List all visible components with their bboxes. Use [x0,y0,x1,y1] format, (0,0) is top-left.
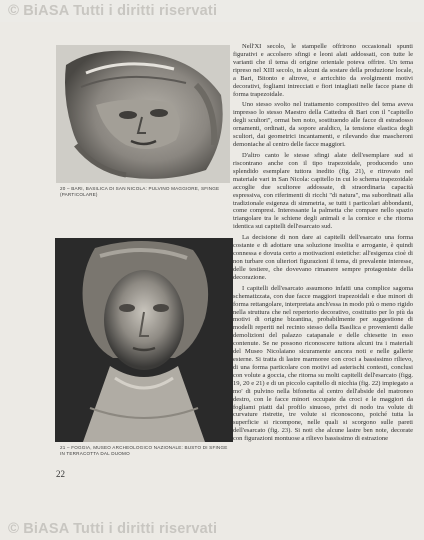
paragraph: La decisione di non dare ai capitelli dell'esarcato una forma costante e di adottare una soluzione insolita e arrogante, è quindi connessa e dovuta certo a motivazioni estetiche: all'esigenza cioè di non turbare con ulteriori figurazioni il tema, di prevalente interesse, delle testiere, che dovevano rimanere sempre protagoniste della decorazione. [233,234,413,281]
watermark-text: BiASA Tutti i diritti riservati [23,3,218,19]
sphinx-relief-photo [56,45,230,183]
watermark-top [8,2,217,19]
paragraph: Nell'XI secolo, le stampelle offrirono occasionali spunti figurativi e accolsero sfingi e leoni alati addossati, con tutte le varianti che il tema di origine orientale poteva offrire. Un tema ripreso nel XIII secolo, in alcuni da sostare della produzione locale, a Bari, Bitonto e altrove, e arricchito da svolgimenti motivi decorativi, fogliami intrecciati e fiori intagliati nelle facce piane di forma trapezoidale. [233,43,413,98]
copyright-symbol: © [8,2,20,19]
watermark-bottom [8,520,217,537]
terracotta-bust-photo [55,238,233,442]
page-number: 22 [56,469,65,479]
paragraph: Uno stesso svolto nel trattamento compositivo del tema aveva impresso lo stesso Maestro della Cattedra di Bari con il "capitello degli scultori", ormai ben noto, sostituendo alle facce di estradosso ornamenti, ordinati, da sopore araldico, la tensione elastica degli scultori, dai geometrici incantamenti, e rilevando due mascheroni demoniache al centro delle facce maggiori. [233,101,413,149]
watermark-band [0,0,424,22]
caption-figure-21: 21 – FOGGIA, MUSEO ARCHEOLOGICO NAZIONALE: BUSTO DI SFINGE IN TERRACOTTA DAL DUOMO [60,445,228,456]
article-text-column [233,43,413,446]
caption-figure-20: 20 – BARI, BASILICA DI SAN NICOLA: PULVINO MAGGIORE, SFINGE (PARTICOLARE) [60,186,220,197]
watermark-text-bottom: BiASA Tutti i diritti riservati [23,521,218,537]
paragraph: D'altro canto le stesse sfingi alate dell'esemplare sud si riscontrano anche con il tipo trapezoidale, producendo uno splendido esemplare tuttora inedito (fig. 21), e ritrovato nel materiale vari in San Nicola: capitello in cui lo schema trapezoidale accoglie due scultoree addossate, di straordinaria capacità espressiva, con riferimenti di ricchi "di natura", ma subordinati alla tradizionale esigenza di simmetria, se tutti i particolari abbondanti, come compresi. Interessante la palmetta che compare nello spazio triangolare tra le schiene degli animali e la cornice e che ritorna identica sui capitelli dell'esarcato sud. [233,151,413,231]
copyright-symbol-bottom: © [8,520,20,537]
paragraph: I capitelli dell'esarcato assumono infatti una complice sagoma schematizzata, con due facce maggiori trapezoidali e due minori di forma rettangolare, interpretata anch'essa in modo più o meno rigido nella struttura che nel repertorio decorativo, costituito per lo più da motivi di origine bizantina, probabilmente per suggestione di modelli reperiti nel recinto stesso della Basilica e provenienti dalle demolizioni del palazzo catapanale e delle chiesette in esso contenute. Se ne possono riconoscere tuttora alcuni tra i materiali del Museo Nicolaiano sicuramente ancora noti e nelle gallerie esterne. Si tratta di lastre marmoree con croci a bassissimo rilievo, di una forma particolare con motivi ad asterischi contesti, conclusi con volute a goccia, che ritorna su molti capitelli dell'esarcato (figg. 19, 20 e 21) e di un piccolo capitello di nicchia (fig. 22) impiegato a mo' di pulvino nella bifonetta al centro dell'abside del matroneo destro, con le facce minori occupate da croci e le maggiori da fogliami piatti dal profilo sinuoso, privi di nodo tra volute di curvature ristrette, tre volute si riconoscono, poiché tutta la superficie si ricompone, nelle quali si scorgono sulle pareti dell'esarcato (fig. 23). Si noti che alcune lastre ben note, decorate con figurazioni montuose a rilievo bassissimo di estrazione [233,284,413,443]
